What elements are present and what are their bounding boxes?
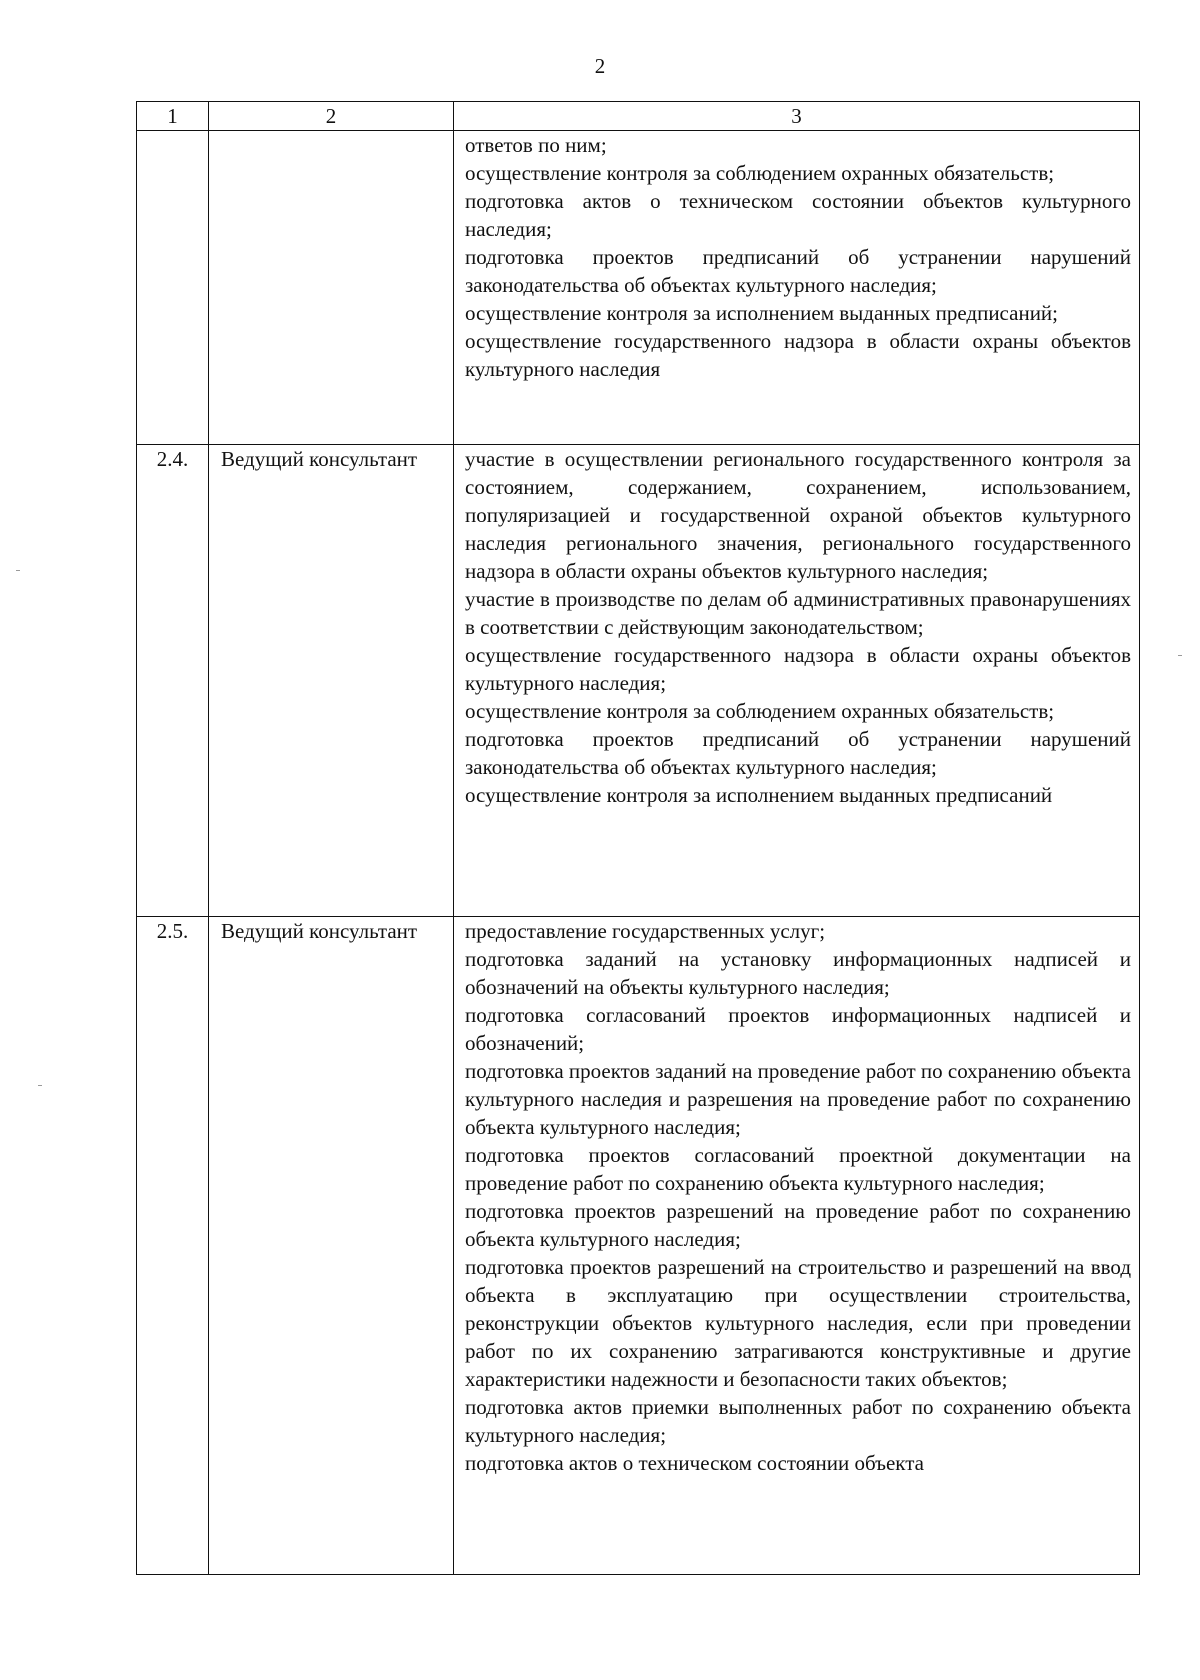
duties-cell [454,917,1140,1575]
column-header-1: 1 [137,102,209,131]
duty-item: подготовка проектов предписаний об устранении нарушений законодательства об объектах культурного наследия; [465,727,1131,779]
duty-item: осуществление контроля за соблюдением охранных обязательств; [465,699,1055,723]
table-row [137,445,1140,917]
table-row [137,131,1140,445]
duty-item: подготовка актов приемки выполненных работ по сохранению объекта культурного наследия; [465,1395,1131,1447]
scan-artifact [1178,655,1182,656]
duty-item: подготовка проектов согласований проектной документации на проведение работ по сохранению объекта культурного наследия; [465,1143,1131,1195]
column-header-2: 2 [209,102,454,131]
duty-item: осуществление контроля за исполнением выданных предписаний; [465,301,1059,325]
duties-cell [454,445,1140,917]
duty-item: предоставление государственных услуг; [465,919,826,943]
row-number: 2.4. [137,445,209,917]
duty-item: подготовка заданий на установку информационных надписей и обозначений на объекты культурного наследия; [465,947,1131,999]
duty-item: осуществление контроля за соблюдением охранных обязательств; [465,161,1055,185]
page-number: 2 [594,54,606,78]
row-number: 2.5. [137,917,209,1575]
duty-item: участие в осуществлении регионального государственного контроля за состоянием, содержанием, сохранением, использованием, популяризацией и государственной охраной объектов культурного наследия регионального значения, регионального государственного надзора в области охраны объектов культурного наследия; [465,447,1131,583]
duties-cell [454,131,1140,445]
duties-table [136,101,1140,1575]
duty-item: подготовка актов о техническом состоянии объектов культурного наследия; [465,189,1131,241]
duty-item: участие в производстве по делам об административных правонарушениях в соответствии с действующим законодательством; [465,587,1131,639]
duty-item: осуществление контроля за исполнением выданных предписаний [465,783,1053,807]
duty-item: осуществление государственного надзора в области охраны объектов культурного наследия; [465,643,1131,695]
position-title [209,131,454,445]
position-title: Ведущий консультант [209,445,454,917]
duty-item: подготовка проектов разрешений на строительство и разрешений на ввод объекта в эксплуатацию при осуществлении строительства, реконструкции объектов культурного наследия, если при проведении работ по их сохранению затрагиваются конструктивные и другие характеристики надежности и безопасности таких объектов; [465,1255,1131,1391]
duty-item: подготовка проектов предписаний об устранении нарушений законодательства об объектах культурного наследия; [465,245,1131,297]
duty-item: осуществление государственного надзора в области охраны объектов культурного наследия [465,329,1131,381]
duty-item: подготовка согласований проектов информационных надписей и обозначений; [465,1003,1131,1055]
scan-artifact [38,1085,42,1086]
duty-item: подготовка проектов разрешений на проведение работ по сохранению объекта культурного наследия; [465,1199,1131,1251]
row-number [137,131,209,445]
table-row [137,917,1140,1575]
column-header-3: 3 [454,102,1140,131]
position-title: Ведущий консультант [209,917,454,1575]
scan-artifact [16,570,20,571]
duty-item: подготовка проектов заданий на проведение работ по сохранению объекта культурного наследия и разрешения на проведение работ по сохранению объекта культурного наследия; [465,1059,1131,1139]
duty-item: ответов по ним; [465,133,607,157]
table-header-row [137,102,1140,131]
duty-item: подготовка актов о техническом состоянии объекта [465,1451,924,1475]
